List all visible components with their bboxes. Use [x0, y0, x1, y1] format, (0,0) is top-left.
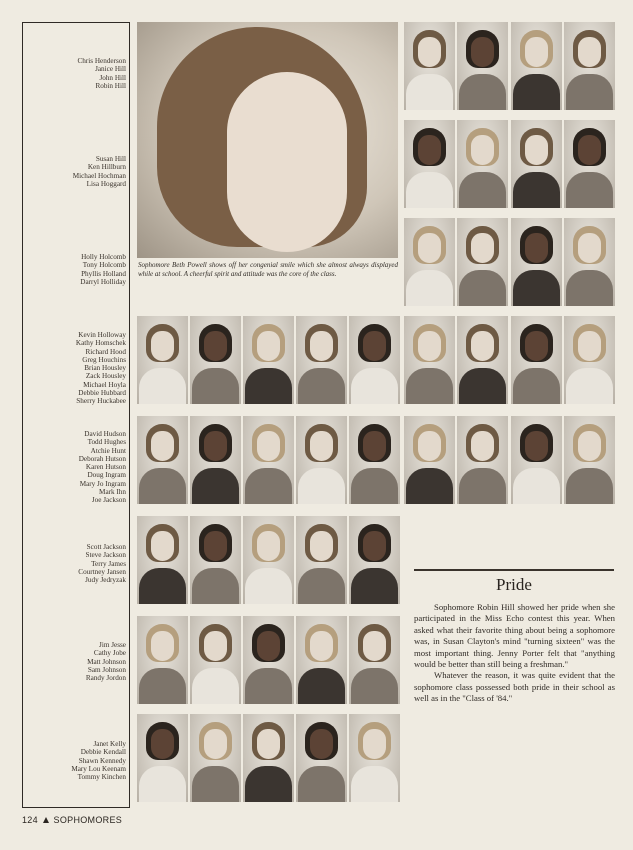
- student-portrait: [296, 416, 347, 504]
- student-name: Janet Kelly: [93, 740, 126, 748]
- student-portrait: [349, 714, 400, 802]
- feature-photo-image: [137, 22, 398, 258]
- student-portrait: [404, 120, 455, 208]
- student-name: Terry James: [91, 559, 126, 568]
- student-portrait: [564, 316, 615, 404]
- student-portrait: [243, 714, 294, 802]
- student-name: Mary Jo Ingram: [79, 479, 126, 488]
- student-name: Holly Holcomb: [81, 253, 126, 261]
- student-portrait: [457, 120, 508, 208]
- student-portrait: [349, 516, 400, 604]
- student-name: Kevin Holloway: [78, 331, 126, 339]
- student-portrait: [243, 616, 294, 704]
- student-portrait: [190, 616, 241, 704]
- student-portrait: [296, 516, 347, 604]
- student-name: Kathy Homschek: [75, 339, 126, 348]
- pride-heading: Pride: [496, 575, 532, 594]
- student-portrait: [457, 22, 508, 110]
- student-name: Tony Holcomb: [82, 261, 126, 270]
- student-name: Joe Jackson: [91, 496, 126, 505]
- student-portrait: [349, 316, 400, 404]
- pride-paragraph-1: Sophomore Robin Hill showed her pride when she participated in the Miss Echo contest this year. When asked what their favorite thing about being a sophomore was, in Susan Clayton's mind "turning sixteen" was the most important thing. Jenny Porter felt that "anything would be better than still being a freshman.": [414, 602, 615, 670]
- name-group-7: [23, 641, 126, 682]
- student-portrait: [137, 316, 188, 404]
- student-name: David Hudson: [84, 430, 126, 438]
- student-portrait: [137, 416, 188, 504]
- student-name: Phyllis Holland: [81, 269, 126, 278]
- student-name: Deborah Hutson: [78, 454, 126, 463]
- student-portrait: [511, 316, 562, 404]
- student-portrait: [564, 218, 615, 306]
- student-portrait: [404, 416, 455, 504]
- student-name: Richard Hood: [85, 347, 126, 356]
- student-portrait: [243, 516, 294, 604]
- page-number: 124: [22, 815, 38, 825]
- student-name: Zack Housley: [85, 372, 126, 381]
- student-name: Janice Hill: [95, 65, 126, 74]
- student-portrait: [296, 616, 347, 704]
- section-divider: [414, 569, 614, 571]
- name-group-2: [23, 155, 126, 188]
- student-name: Doug Ingram: [87, 471, 126, 480]
- student-portrait: [564, 22, 615, 110]
- student-portrait: [349, 616, 400, 704]
- student-name: Lisa Hoggard: [86, 179, 126, 188]
- student-portrait: [457, 316, 508, 404]
- student-portrait: [243, 416, 294, 504]
- student-name: Karen Hutson: [85, 463, 126, 472]
- student-name: Robin Hill: [95, 81, 126, 90]
- student-portrait: [404, 22, 455, 110]
- name-group-8: [23, 740, 126, 781]
- student-portrait: [190, 714, 241, 802]
- student-name: Michael Hochman: [72, 171, 126, 180]
- student-portrait: [511, 120, 562, 208]
- student-name: Randy Jordon: [85, 674, 126, 683]
- student-portrait: [296, 714, 347, 802]
- section-label: SOPHOMORES: [53, 815, 123, 825]
- student-name: Scott Jackson: [86, 543, 126, 551]
- student-portrait: [457, 416, 508, 504]
- name-group-6: [23, 543, 126, 584]
- student-name: Sam Johnson: [87, 665, 126, 674]
- student-portrait: [511, 22, 562, 110]
- student-name: John Hill: [99, 73, 126, 82]
- student-portrait: [137, 516, 188, 604]
- student-name: Chris Henderson: [77, 57, 126, 65]
- student-name: Greg Houchins: [82, 355, 126, 364]
- student-name: Judy Jedryzak: [85, 576, 126, 585]
- student-name: Michael Hoyla: [83, 380, 126, 389]
- student-portrait: [296, 316, 347, 404]
- page-footer: [22, 815, 122, 825]
- student-name: Susan Hill: [95, 155, 126, 163]
- student-name: Todd Hughes: [87, 438, 126, 447]
- feature-caption: Sophomore Beth Powell shows off her congenial smile which she almost always displayed while at school. A cheerful spirit and attitude was the core of the class.: [138, 261, 398, 278]
- student-name: Atchie Hunt: [90, 446, 126, 455]
- student-portrait: [137, 616, 188, 704]
- student-portrait: [404, 218, 455, 306]
- student-name: Cathy Jobe: [93, 649, 126, 658]
- student-portrait: [190, 516, 241, 604]
- student-name: Shawn Kennedy: [78, 756, 126, 765]
- student-name: Darryl Holliday: [80, 277, 126, 286]
- name-group-1: [23, 57, 126, 90]
- student-name: Brian Housley: [84, 364, 126, 373]
- student-name: Mark Ihn: [99, 488, 126, 497]
- student-name: Matt Johnson: [87, 657, 126, 666]
- student-name: Debbie Hubbard: [78, 389, 126, 398]
- student-name: Sherry Huckabee: [76, 397, 126, 406]
- student-portrait: [190, 416, 241, 504]
- names-column: [22, 22, 130, 808]
- student-name: Jim Jesse: [99, 641, 126, 649]
- student-name: Tommy Kinchen: [77, 773, 126, 782]
- student-portrait: [190, 316, 241, 404]
- pride-article: [414, 602, 615, 705]
- student-name: Ken Hillburn: [87, 163, 126, 172]
- student-portrait: [137, 714, 188, 802]
- student-name: Courtney Jansen: [78, 567, 126, 576]
- student-name: Steve Jackson: [85, 551, 126, 560]
- student-portrait: [564, 416, 615, 504]
- student-name: Mary Lou Keenam: [71, 764, 126, 773]
- student-portrait: [511, 218, 562, 306]
- student-portrait: [349, 416, 400, 504]
- triangle-icon: [43, 817, 49, 823]
- name-group-3: [23, 253, 126, 286]
- student-portrait: [404, 316, 455, 404]
- student-name: Debbie Kendall: [80, 748, 126, 757]
- student-portrait: [243, 316, 294, 404]
- student-portrait: [457, 218, 508, 306]
- name-group-5: [23, 430, 126, 505]
- student-portrait: [564, 120, 615, 208]
- pride-paragraph-2: Whatever the reason, it was quite evident that the sophomore class possessed both pride in their school as well as in the "Class of '84.": [414, 670, 615, 704]
- student-portrait: [511, 416, 562, 504]
- name-group-4: [23, 331, 126, 406]
